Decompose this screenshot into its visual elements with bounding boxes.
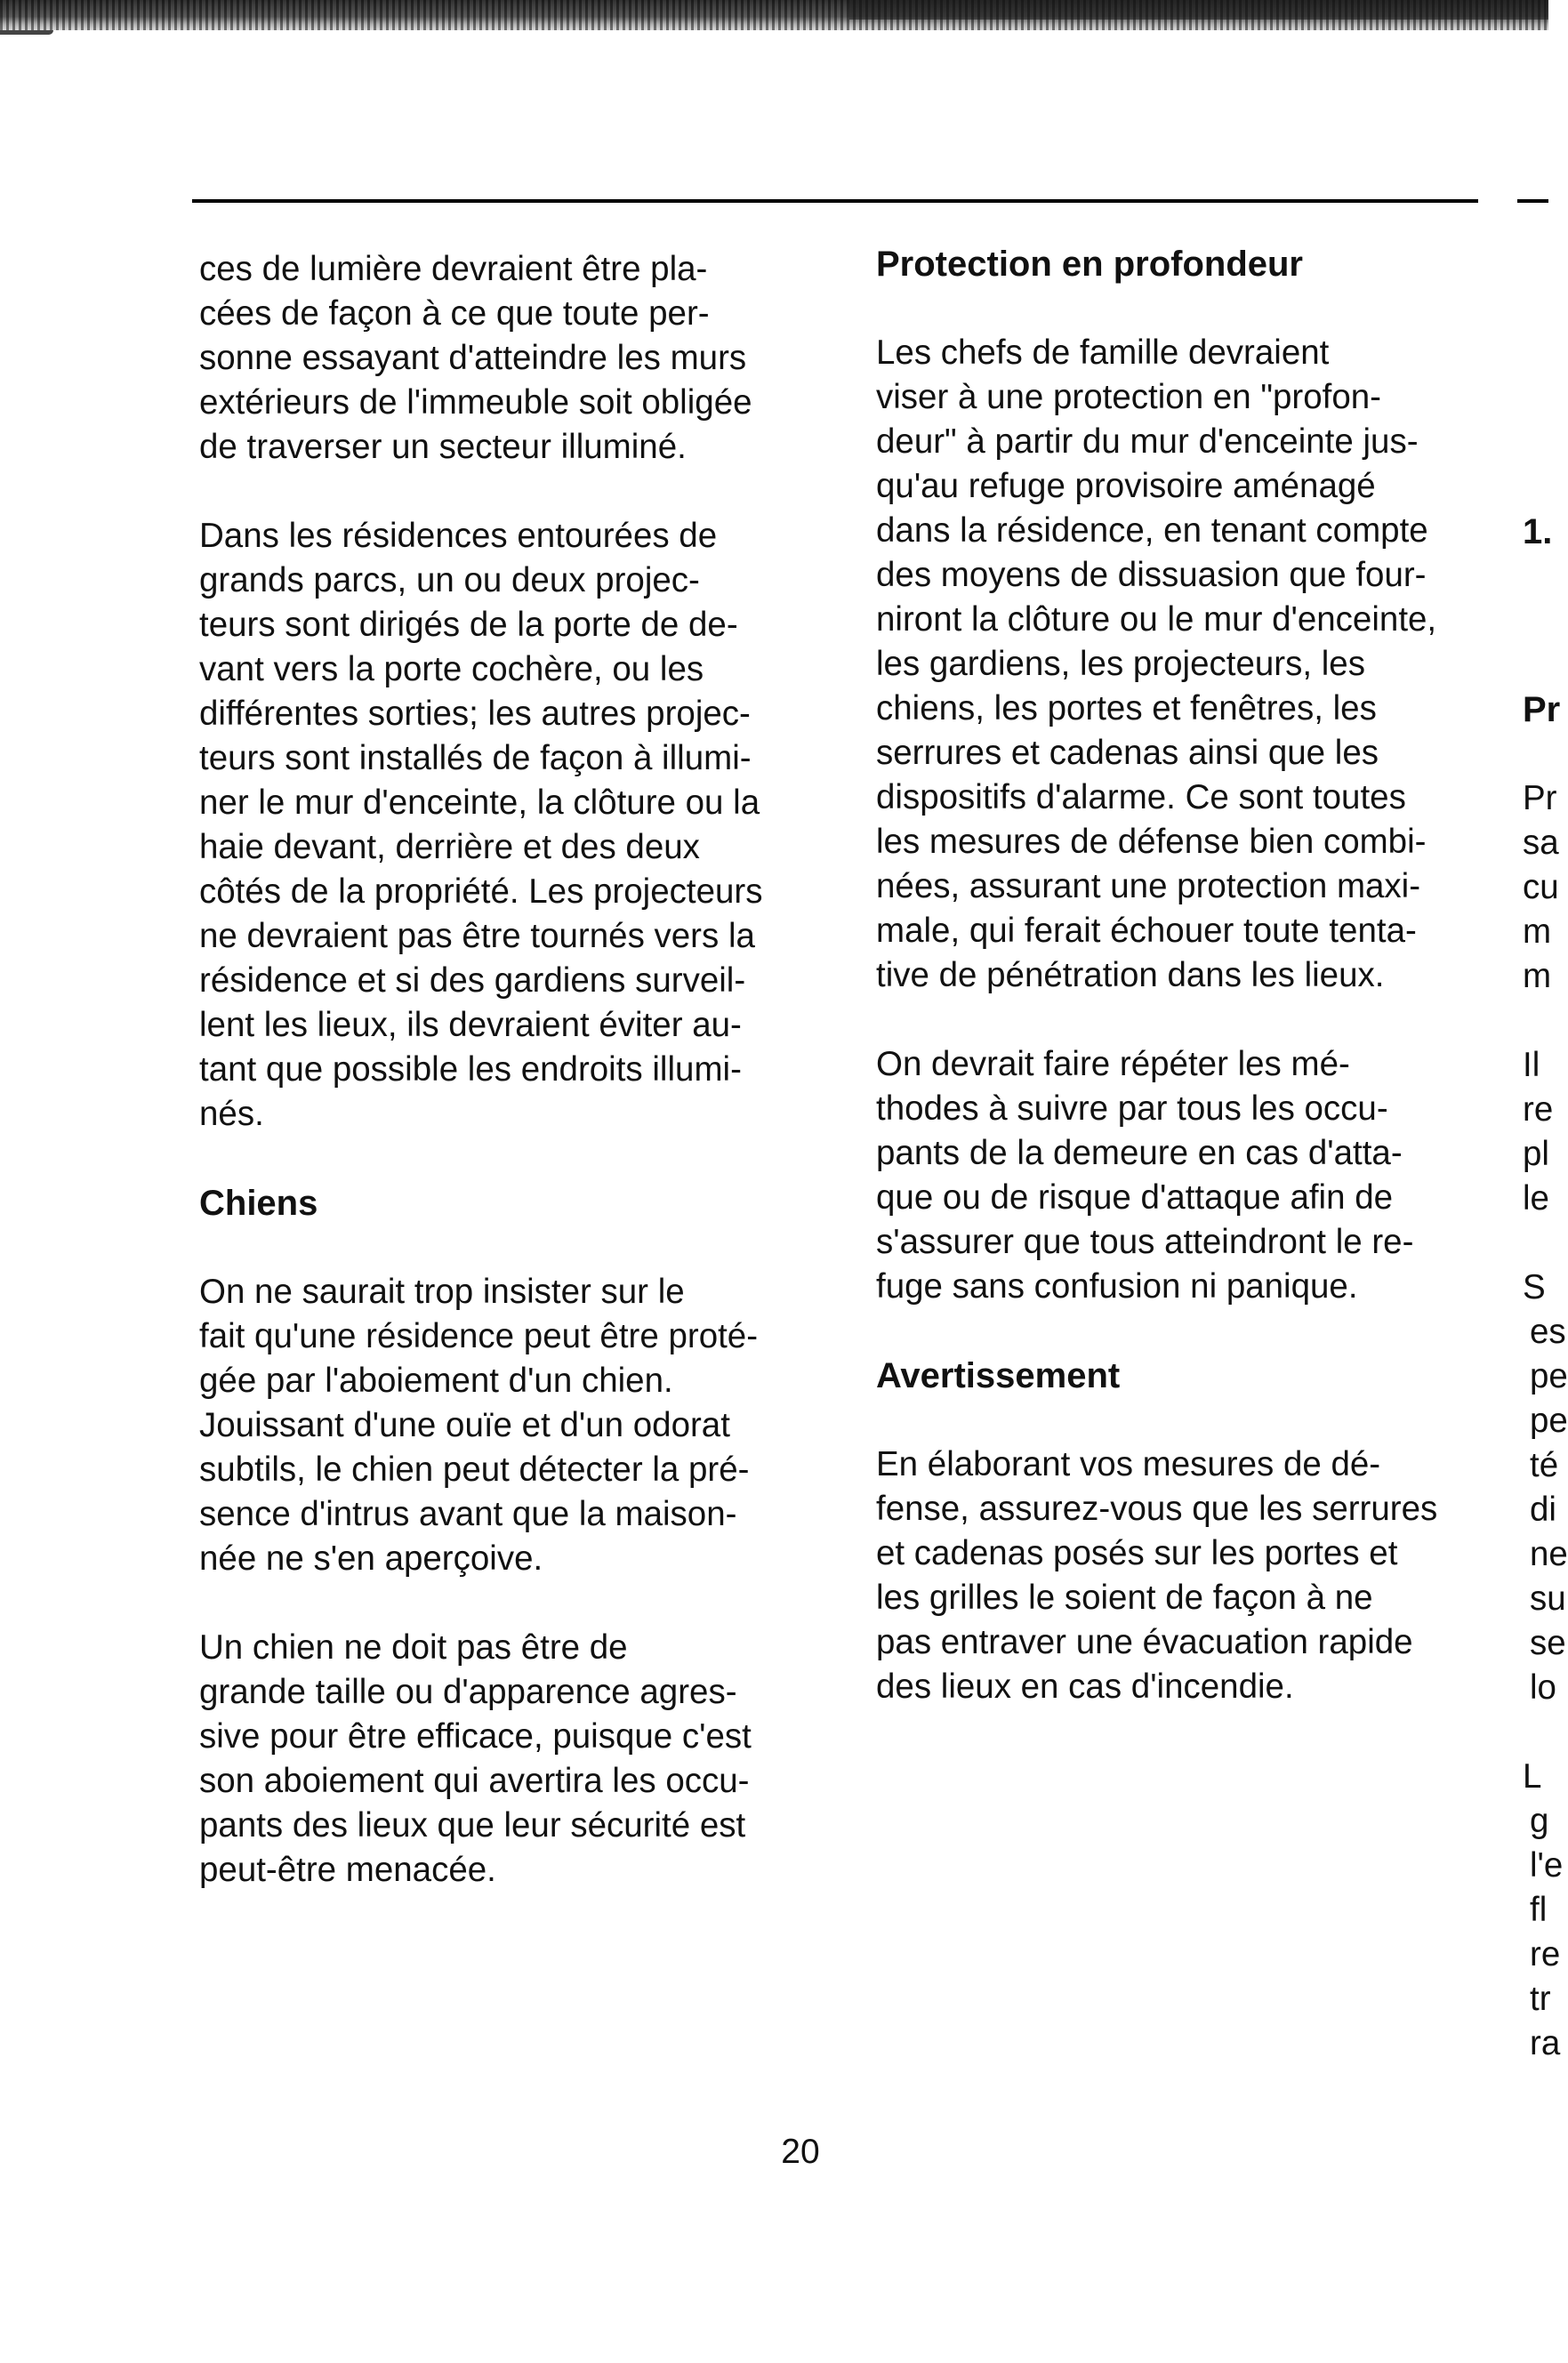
middle-column xyxy=(876,242,1481,1754)
paragraph-chiens-aboiement: On ne saurait trop insister sur le fait qu'une résidence peut être proté- gée par l'aboiement d'un chien. Jouissant d'une ouïe et d'un odorat subtils, le chien peut détecter la pré- sence d'intrus avant que la maison- née ne s'en aperçoive. xyxy=(199,1273,759,1578)
cropped-fragment: L xyxy=(1523,1757,1542,1796)
cropped-fragment: di xyxy=(1530,1491,1556,1529)
cropped-fragment: se xyxy=(1530,1624,1566,1662)
cropped-fragment: fl xyxy=(1530,1891,1548,1929)
paragraph-residences: Dans les résidences entourées de grands parcs, un ou deux projec- teurs sont dirigés de la porte de de- vant vers la porte cochère, ou les différentes sorties; les autres projec- teurs sont installés de façon à illumi- ner le mur d'enceinte, la clôture ou la haie devant, derrière et des deux côtés de la propriété. Les projecteurs ne devraient pas être tournés vers la résidence et si des gardiens surveil- lent les lieux, ils devraient éviter au- tant que possible les endroits illumi- nés. xyxy=(199,517,763,1133)
scan-top-edge xyxy=(0,30,53,35)
cropped-fragment: Pr xyxy=(1523,779,1557,817)
cropped-fragment: su xyxy=(1530,1579,1566,1618)
cropped-fragment: pe xyxy=(1530,1402,1568,1440)
paragraph-repeter-methodes: On devrait faire répéter les mé- thodes à suivre par tous les occu- pants de la demeure en cas d'atta- que ou de risque d'attaque afin de s'assurer que tous atteindront le re- fuge sans confusion ni panique. xyxy=(876,1045,1414,1306)
cropped-fragment: tr xyxy=(1530,1980,1551,2018)
page-number: 20 xyxy=(781,2133,820,2171)
cropped-fragment: 1. xyxy=(1523,512,1553,551)
heading-chiens: Chiens xyxy=(199,1184,318,1223)
paragraph-chiens-taille: Un chien ne doit pas être de grande taille ou d'apparence agres- sive pour être efficace, puisque c'est son aboiement qui avertira les occu- pants des lieux que leur sécurité est peut-être menacée. xyxy=(199,1628,752,1889)
heading-protection-en-profondeur: Protection en profondeur xyxy=(876,245,1303,284)
header-rule xyxy=(192,199,1478,203)
cropped-fragment: Il xyxy=(1523,1046,1540,1084)
paragraph-lumiere: ces de lumière devraient être pla- cées de façon à ce que toute per- sonne essayant d'atteindre les murs extérieurs de l'immeuble soit obligée de traverser un secteur illuminé. xyxy=(199,250,752,466)
scan-top-shadow xyxy=(849,0,1548,20)
cropped-fragment: le xyxy=(1523,1179,1549,1218)
paragraph-avertissement: En élaborant vos mesures de dé- fense, assurez-vous que les serrures et cadenas posés sur les portes et les grilles le soient de façon à ne pas entraver une évacuation rapide des lieux en cas d'incendie. xyxy=(876,1445,1438,1706)
cropped-fragment: m xyxy=(1523,912,1552,951)
cropped-fragment: g xyxy=(1530,1802,1549,1840)
cropped-fragment: pe xyxy=(1530,1357,1568,1395)
cropped-fragment: sa xyxy=(1523,824,1559,862)
cropped-fragment: cu xyxy=(1523,868,1559,906)
cropped-fragment: l'e xyxy=(1530,1846,1564,1885)
left-column xyxy=(199,247,804,1937)
cropped-fragment: lo xyxy=(1530,1668,1556,1707)
cropped-fragment: re xyxy=(1530,1935,1561,1973)
cropped-fragment: ra xyxy=(1530,2024,1561,2062)
cropped-fragment: Pr xyxy=(1523,690,1561,729)
cropped-fragment: pl xyxy=(1523,1135,1549,1173)
cropped-fragment: es xyxy=(1530,1313,1566,1351)
cropped-fragment: ne xyxy=(1530,1535,1568,1573)
heading-avertissement: Avertissement xyxy=(876,1356,1121,1395)
cropped-fragment: té xyxy=(1530,1446,1559,1484)
cropped-fragment: m xyxy=(1523,957,1552,995)
next-page-cropped-column xyxy=(1523,0,1568,2363)
cropped-fragment: S xyxy=(1523,1268,1546,1306)
paragraph-chefs-de-famille: Les chefs de famille devraient viser à une protection en "profon- deur" à partir du mur d'enceinte jus- qu'au refuge provisoire aménagé dans la résidence, en tenant compte des moyens de dissuasion que four- niront la clôture ou le mur d'enceinte, les gardiens, les projecteurs, les chiens, les portes et fenêtres, les serrures et cadenas ainsi que les dispositifs d'alarme. Ce sont toutes les mesures de défense bien combi- nées, assurant une protection maxi- male, qui ferait échouer toute tenta- tive de pénétration dans les lieux. xyxy=(876,334,1437,994)
cropped-fragment: re xyxy=(1523,1090,1554,1129)
